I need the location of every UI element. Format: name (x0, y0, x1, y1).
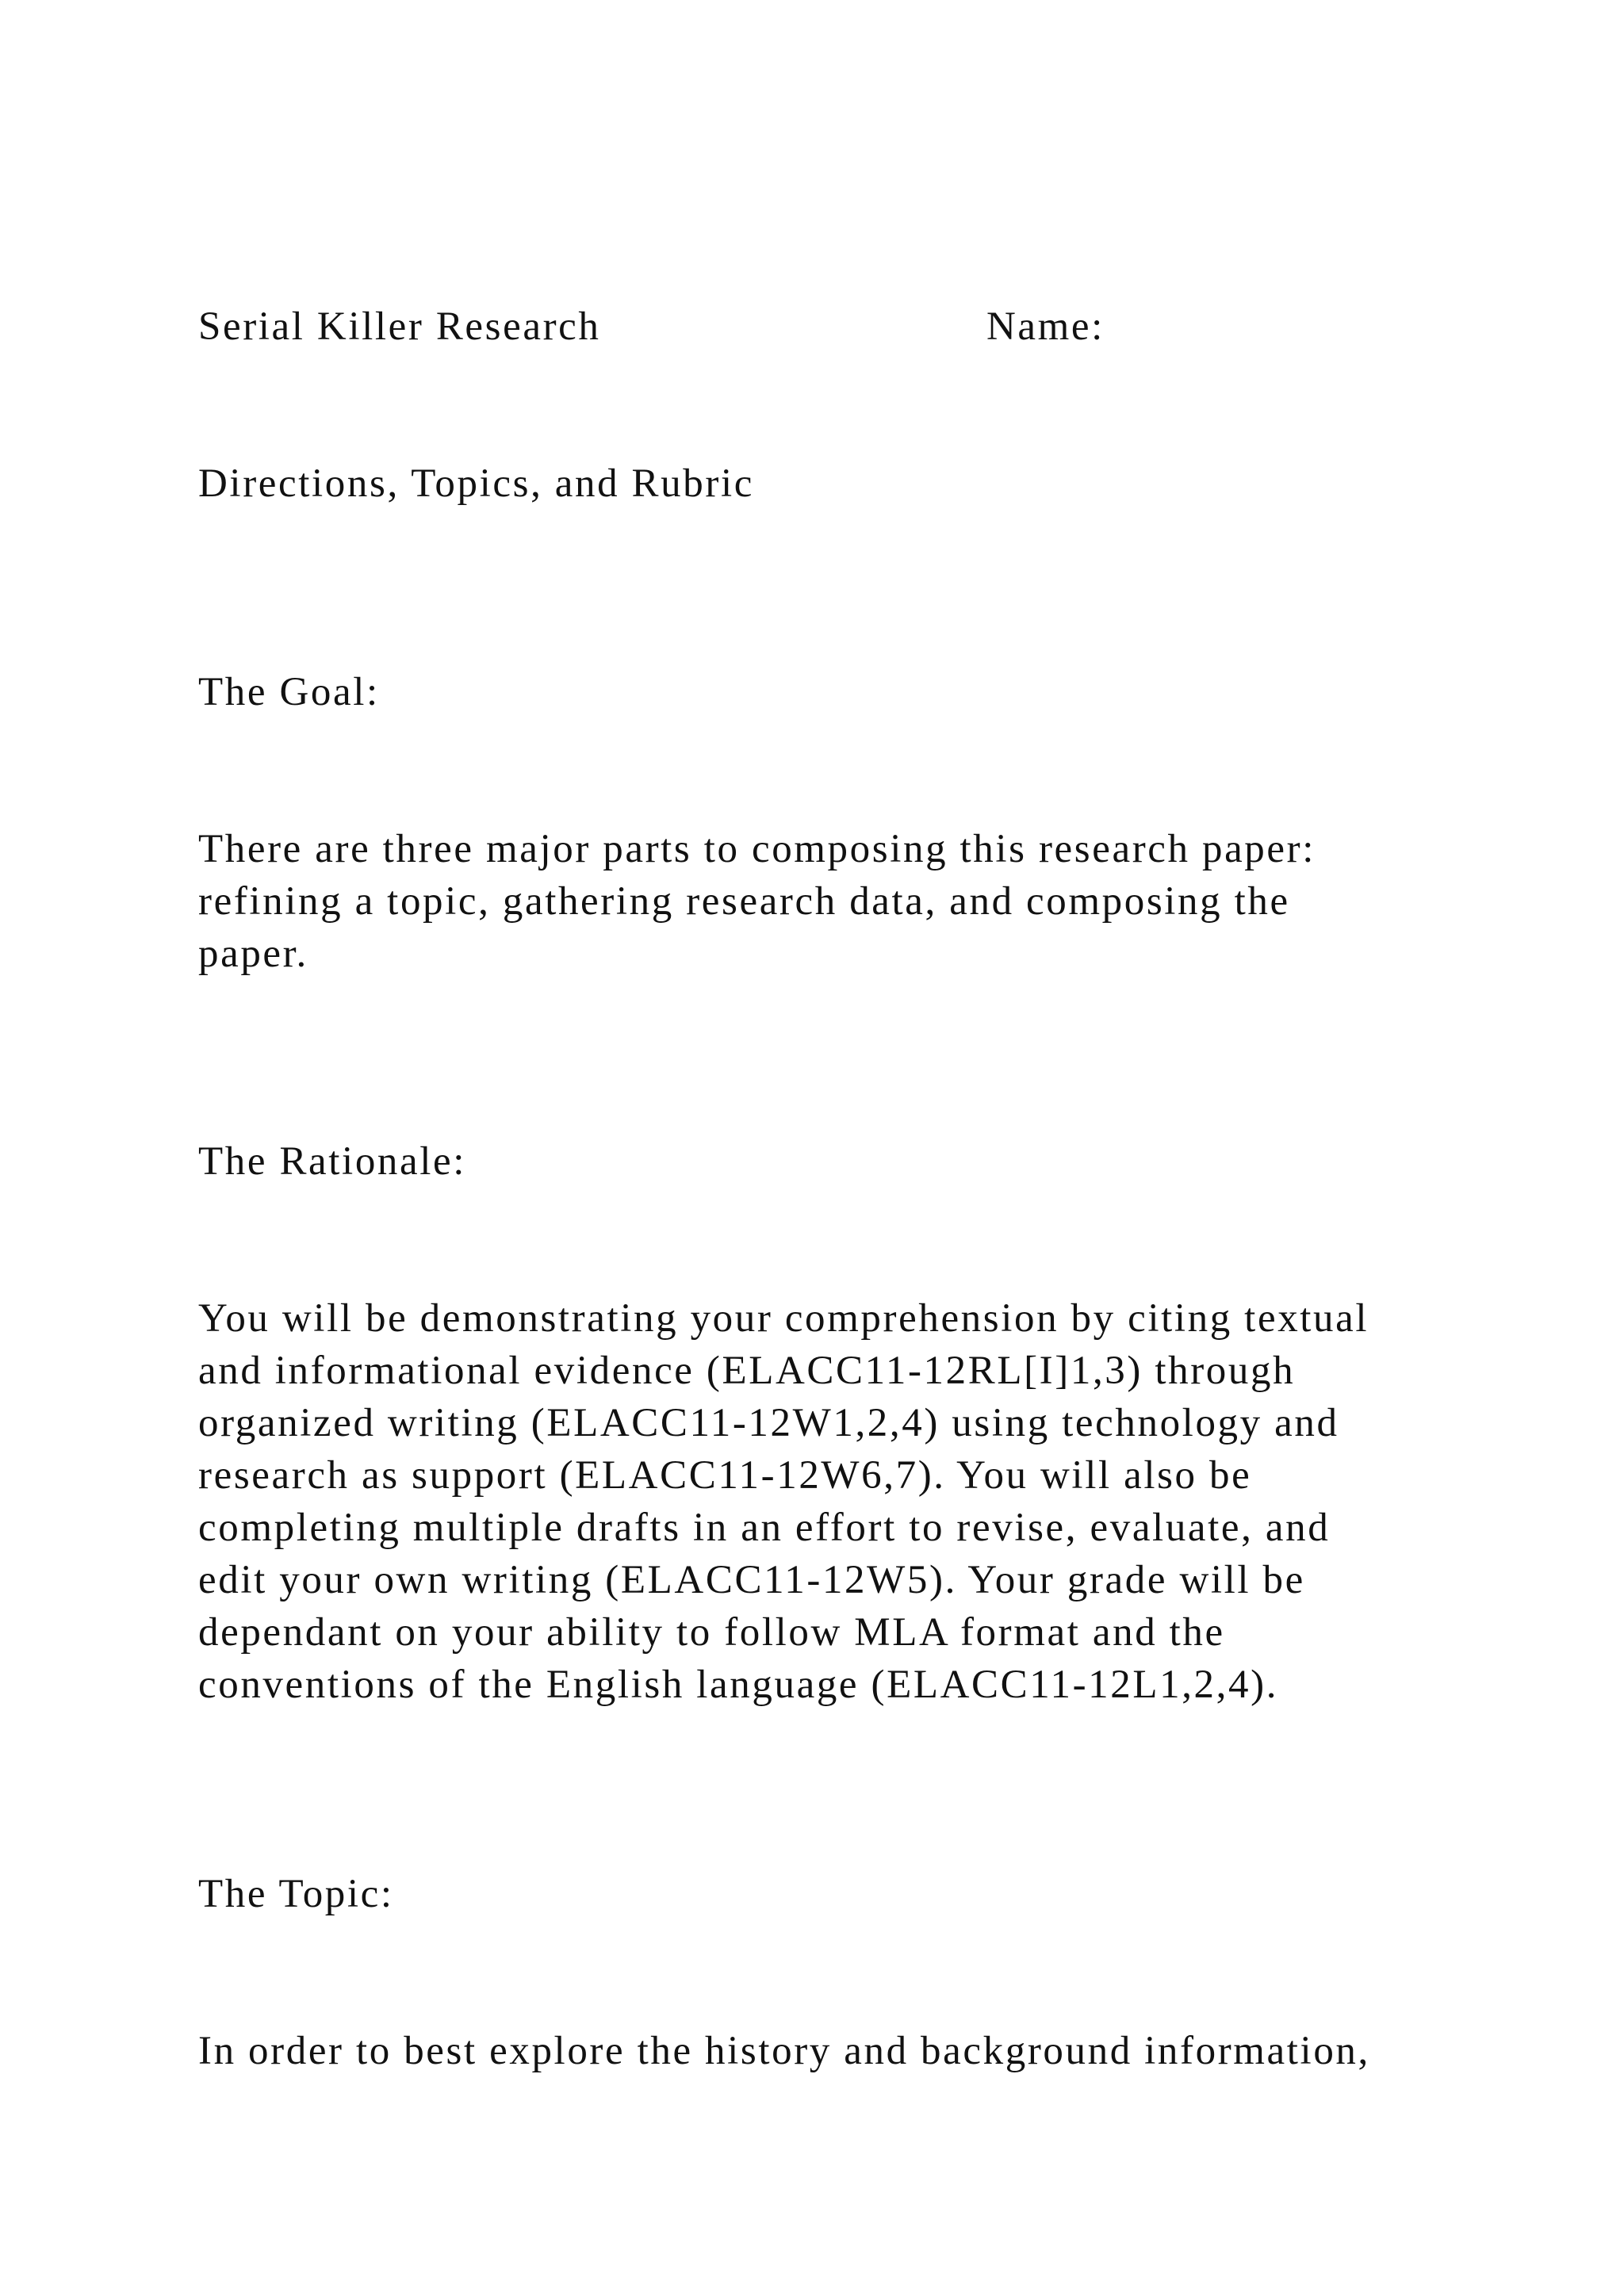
rationale-line: edit your own writing (ELACC11-12W5). Your grade will be (198, 1558, 1305, 1602)
rationale-line: research as support (ELACC11-12W6,7). You will also be (198, 1453, 1252, 1498)
rationale-line: You will be demonstrating your comprehension by citing textual (198, 1296, 1369, 1341)
document-subtitle: Directions, Topics, and Rubric (198, 461, 754, 506)
rationale-line: and informational evidence (ELACC11-12RL[I]1,3) through (198, 1349, 1296, 1393)
section-heading-rationale: The Rationale: (198, 1139, 467, 1184)
topic-line: In order to best explore the history and background information, (198, 2029, 1370, 2073)
rationale-line: conventions of the English language (ELACC11-12L1,2,4). (198, 1663, 1279, 1707)
document-title: Serial Killer Research (198, 304, 601, 349)
goal-line: refining a topic, gathering research data, and composing the (198, 879, 1290, 924)
rationale-line: organized writing (ELACC11-12W1,2,4) using technology and (198, 1401, 1339, 1445)
goal-line: paper. (198, 932, 308, 976)
name-label: Name: (986, 304, 1105, 349)
rationale-line: dependant on your ability to follow MLA format and the (198, 1610, 1225, 1655)
rationale-line: completing multiple drafts in an effort to revise, evaluate, and (198, 1506, 1331, 1550)
section-heading-topic: The Topic: (198, 1872, 394, 1916)
goal-line: There are three major parts to composing this research paper: (198, 827, 1316, 871)
section-heading-goal: The Goal: (198, 670, 380, 714)
